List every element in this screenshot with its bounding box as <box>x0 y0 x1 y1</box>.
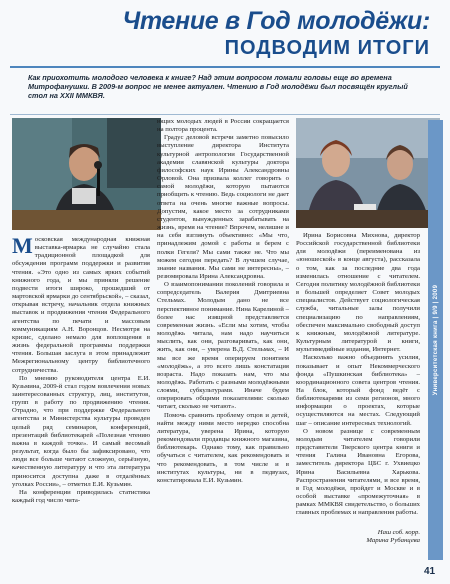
article-column-3 <box>296 232 420 517</box>
journal-issue-label <box>428 120 443 560</box>
article-lead: Как приохотить молодого человека к книге? Над этим вопросом ломали головы еще во времена Митрофанушки. В 2009-м вопрос не менее актуален. Чтению в Год молодёжи был посвящён круглый стол на XXII ММКВЯ. <box>28 73 408 100</box>
paragraph: По мнению руководителя центра Е.И. Кузьмина, 2009-й стал годом вовлечения новых заинтересованных структур, лиц, институтов, групп в работу по продвижению чтения. Отрадно, что при поддержке Федерального агентства и Министерства культуры проведен целый ряд семинаров, конференций, презентаций библиотекарей «Полезная чтению важна в каждой точке». И самый весомый результат, когда было бы зафиксировано, что люди все больше читают сложную, серьёзную, качественную литературу и что эта литература приносится доступна даже в отдалённых уголках России», – отметил Е.И. Кузьмин. <box>12 374 150 488</box>
speaker-at-microphone-photo <box>12 118 161 230</box>
paragraph: На конференции приводилась статистика каждый год число чита- <box>12 488 150 504</box>
journal-issue-text: Университетская книга | 9/9 | 2009 <box>432 284 439 396</box>
article-subtitle: ПОДВОДИМ ИТОГИ <box>224 37 430 59</box>
article-header <box>90 8 430 59</box>
paragraph: осковская международная книжная выставка-ярмарка не случайно стала традиционной площадкой для обсуждения программ поддержки и развития чтения. «Это одно из самых ярких событий книжного года, и мы приняли решение подвести итоги широко, прошедший от мартовской ярмарки до сентябрьской», – сказал, открывая встречу, начальник отдела книжных выставок и продвижения чтения Федерального агентства по печати и массовым коммуникациям А.Н. Воронцов. Несмотря на кризис, сделано немало для воплощения в жизнь федеральной программы поддержки чтения. Большая заслуга в этом принадлежит Межрегиональному центру библиотечного сотрудничества. <box>12 236 150 374</box>
paragraph: О новом разнице с современным молодым читателем говорили представители Тверского центра книги и чтения Галина Ивановна Егорова, заместитель директора ЦБС г. Ухвиецко Ирина Васильевна Харькова. Распространения читателями, и все время, в Год молодёжи, пройдет и Москве и в особой выставке «промежуточная» в рамках ММКВЯ свидетельство, о больших главных проблемах и направления работы. <box>296 427 420 517</box>
paragraph: Насколько важно объединять усилия, показывает и опыт Некоммерческого фонда «Пушкинская библиотека» – координационного совета центров чтения. На блок, который фонд ведёт с библиотекарями из семи регионов, много информации о проектах, которые осуществляются на местах. Следующий шаг – описание интересных технологий. <box>296 354 420 427</box>
page-number: 41 <box>424 566 436 577</box>
signature-name: Марина Рубанцева <box>366 537 420 544</box>
paragraph: ющих молодых людей в России сокращается на полтора процента. <box>157 118 289 134</box>
roundtable-participants-photo <box>296 118 440 228</box>
paragraph: О взаимопонимании поколений говорила и сопредседатель Валерия Дмитриевна Стельмах. Молодым дано не все перспективное понимание. Нина Карелиной – более нас изящной представляется современная жизнь. «Если мы хотим, чтобы молодёжь читала, нам надо научиться мыслить, как они, разговаривать, как они, жить, как они, – уверена В.Д. Стельмах, – И мы все же время оперируем понятием «молодёжь», а это всего лишь констатация возраста. Надо показать нам, что мы молодёжь. Работать с разными молодёжными слоями, субкультурами. Иначе будем оперировать общими показателями: сколько читает, сколько не читают». <box>157 281 289 411</box>
article-title: Чтение в Год молодёжи: <box>122 7 430 35</box>
paragraph: Ирина Борисовна Михнова, директор Российской государственной библиотеки для молодёжи (переименована из «юношеской» в конце августа), рассказала о том, как за последние два года изменилась отношение с читателем. Сегодня политику молодёжной библиотеки в большей определяет Совет молодых специалистов. Действует социологическая служба, читальные залы получили специализацию по направлениям, обеспечен максимально свободный доступ к книжным, молодёжной литературе. Культурным литературой и книги, мультимедийные издания, Интернет. <box>296 232 420 354</box>
lead-divider <box>10 114 440 115</box>
article-column-2 <box>157 118 289 485</box>
paragraph: Помочь сравнить проблему отцов и детей, найти между ними место нередко способна литература, уверена Ирина, которую рекомендовали продавцы книжного магазина, библиотекарь. Однако тому, как правильно обучаться с читателем, как рекомендовать и что рекомендовать, в том числе и в институтах культуры, ни в педвузах, констатировала Е.И. Кузьмин. <box>157 411 289 484</box>
signature-role: Наш соб. корр. <box>377 529 420 536</box>
author-signature <box>330 529 420 545</box>
title-divider <box>10 66 440 68</box>
drop-cap: М <box>12 233 33 258</box>
paragraph: Градус деловой встречи заметно повысило выступление директора Института культурной антропологии Государственной академии славянской культуры доктора философских наук Ирины Александровны Орловой. Она призвала коллег говорить о самой молодёжи, которую пытаются приобщить к чтению. Ведь социологи не дает ответа на очень многие важные вопросы. Допустим, какое место за сотрудниками студентов, вынужденных зарабатывать на жизнь, время на чтение? Впрочем, нелишне и на себя взглянуть объективно: «Мы что, принадлежим домой с работы и берем с полки Гегеля? Мы сами также не. Что мы можем сегодня передать? В лучшем случае, знание названия. Мы сами не интересны», – резюмировала Ирина Александровна. <box>157 134 289 280</box>
article-column-1 <box>12 233 150 505</box>
